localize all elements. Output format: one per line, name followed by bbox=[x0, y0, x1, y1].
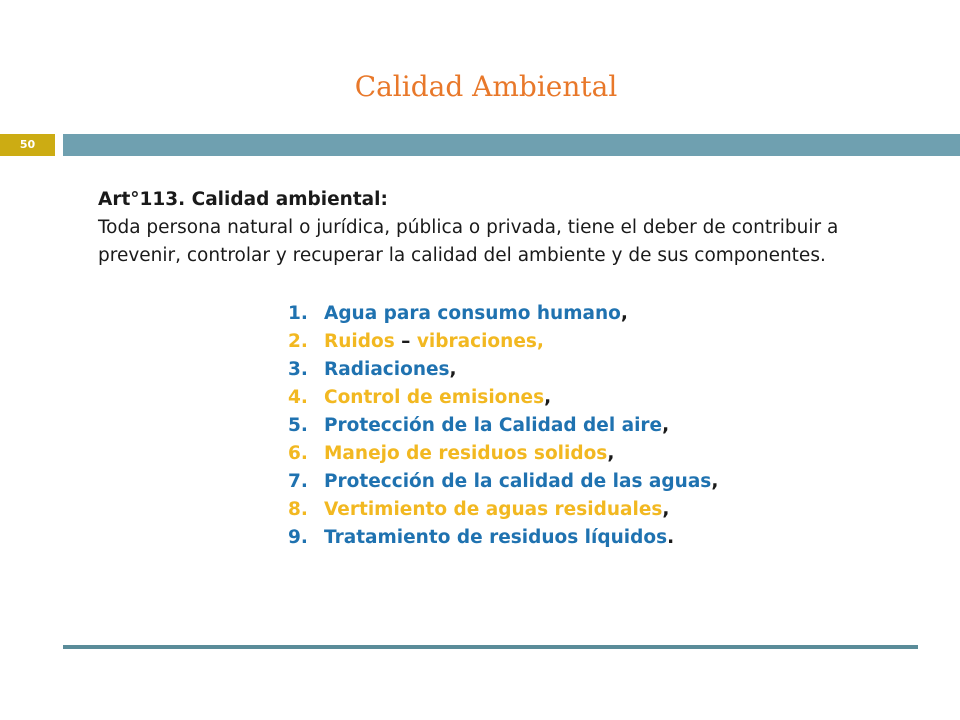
item-number: 4. bbox=[288, 387, 308, 408]
item-number: 8. bbox=[288, 499, 308, 520]
item-separator: , bbox=[662, 499, 670, 520]
list-item bbox=[288, 356, 718, 384]
article-body: Toda persona natural o jurídica, pública o privada, tiene el deber de contribuir a prevenir, controlar y recuperar la calidad del ambiente y de sus componentes. bbox=[98, 217, 839, 266]
item-text: Manejo de residuos solidos bbox=[324, 443, 608, 464]
components-list bbox=[288, 300, 718, 552]
item-text-secondary: vibraciones, bbox=[416, 331, 544, 352]
item-text: Tratamiento de residuos líquidos bbox=[324, 527, 668, 548]
slide-title: Calidad Ambiental bbox=[354, 70, 618, 103]
item-number: 1. bbox=[288, 303, 308, 324]
item-number: 5. bbox=[288, 415, 308, 436]
item-number: 7. bbox=[288, 471, 308, 492]
item-dash: – bbox=[394, 331, 417, 352]
item-text: Ruidos bbox=[324, 331, 395, 352]
item-number: 2. bbox=[288, 331, 308, 352]
list-item bbox=[288, 300, 718, 328]
list-item bbox=[288, 496, 718, 524]
list-item bbox=[288, 440, 718, 468]
item-text: Agua para consumo humano bbox=[324, 303, 621, 324]
footer-divider bbox=[63, 645, 918, 649]
item-separator: , bbox=[449, 359, 457, 380]
header-bar bbox=[63, 134, 960, 156]
item-text: Protección de la Calidad del aire bbox=[324, 415, 663, 436]
item-text: Protección de la calidad de las aguas bbox=[324, 471, 712, 492]
list-item bbox=[288, 328, 718, 356]
item-separator: , bbox=[544, 387, 552, 408]
item-text: Radiaciones bbox=[324, 359, 450, 380]
article-heading: Art°113. Calidad ambiental: bbox=[98, 189, 388, 210]
item-separator: , bbox=[711, 471, 719, 492]
item-text: Vertimiento de aguas residuales bbox=[324, 499, 663, 520]
list-item bbox=[288, 524, 718, 552]
item-number: 6. bbox=[288, 443, 308, 464]
item-separator: , bbox=[607, 443, 615, 464]
list-item bbox=[288, 468, 718, 496]
slide-number-badge: 50 bbox=[0, 134, 55, 156]
item-number: 3. bbox=[288, 359, 308, 380]
item-separator: . bbox=[667, 527, 675, 548]
item-text: Control de emisiones bbox=[324, 387, 545, 408]
list-item bbox=[288, 384, 718, 412]
article-block bbox=[98, 186, 888, 270]
list-item bbox=[288, 412, 718, 440]
item-separator: , bbox=[620, 303, 628, 324]
item-separator: , bbox=[662, 415, 670, 436]
item-number: 9. bbox=[288, 527, 308, 548]
